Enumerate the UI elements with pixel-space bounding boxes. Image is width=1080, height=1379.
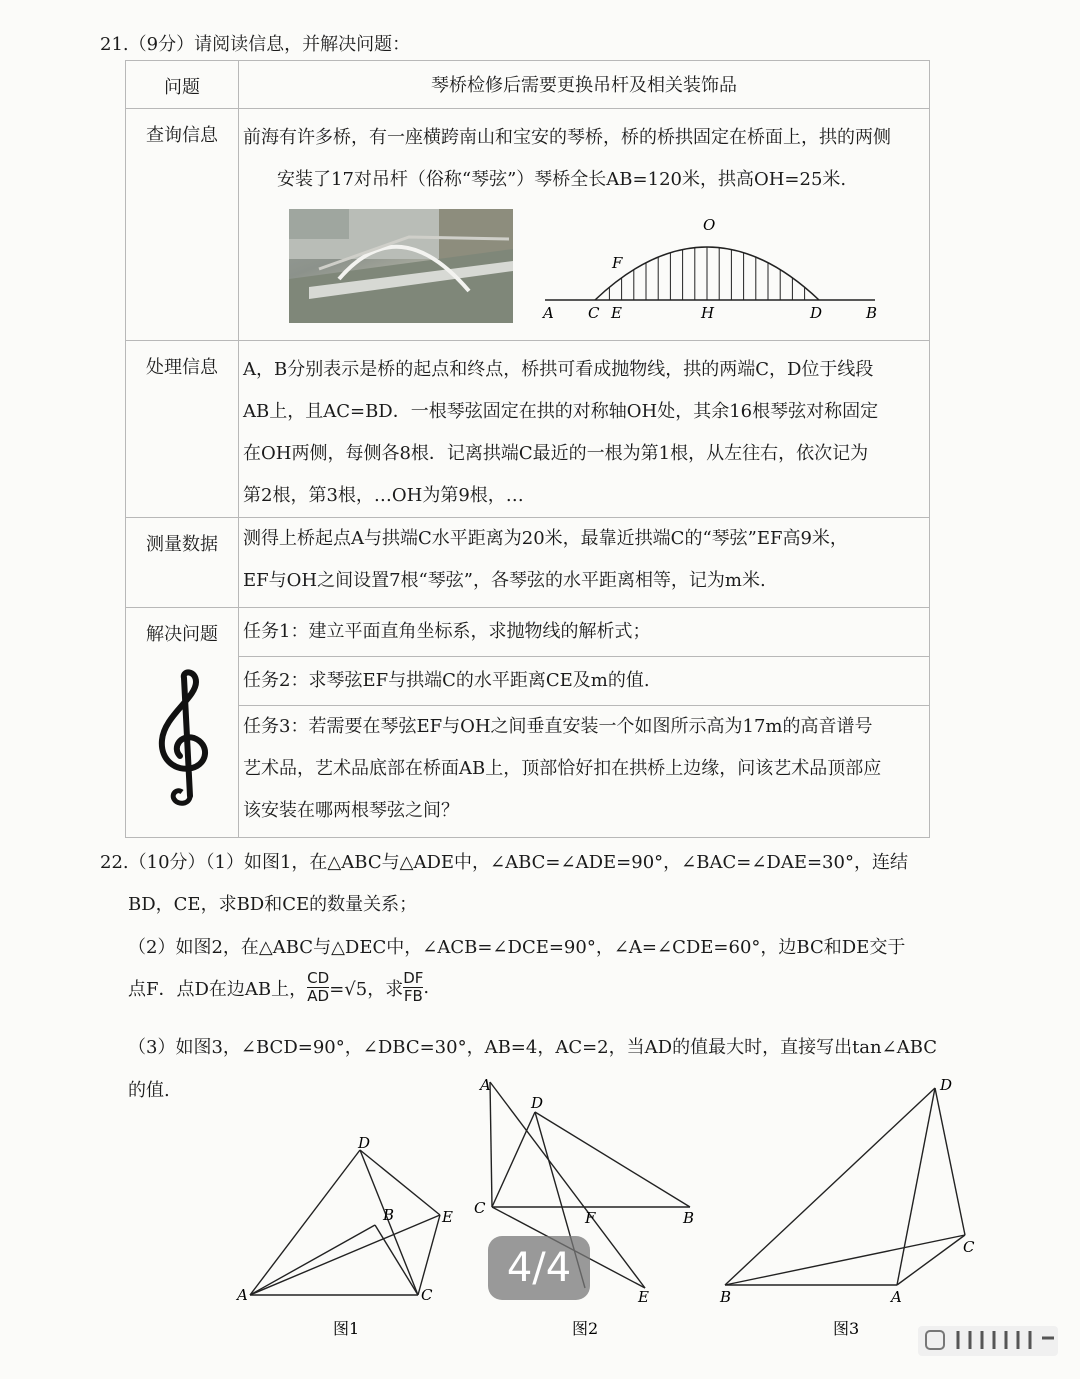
q22-line2: BD，CE，求BD和CE的数量关系；: [128, 894, 418, 915]
q22-line4: [128, 970, 429, 1005]
fig1-label-A: A: [237, 1286, 248, 1304]
fig3-label-D: D: [940, 1076, 953, 1094]
solve-label: 解决问题: [146, 624, 218, 645]
fig3-label-A: A: [891, 1288, 902, 1306]
q22-line6: 的值.: [128, 1080, 170, 1101]
fig1-label-E: E: [442, 1208, 453, 1226]
figure-1: [225, 1130, 465, 1350]
measurement-line1: 测得上桥起点A与拱端C水平距离为20米，最靠近拱端C的“琴弦”EF高9米，: [243, 528, 848, 549]
fig1-caption: 图1: [333, 1319, 360, 1338]
fig3-label-B: B: [720, 1288, 732, 1306]
arch-label-F: F: [612, 254, 623, 272]
row-label-question: 问题: [126, 61, 239, 109]
q22-line4-c: .: [423, 977, 430, 998]
fraction-df: DF: [403, 969, 424, 987]
fig2-label-E: E: [638, 1288, 649, 1306]
fig3-label-C: C: [963, 1238, 975, 1256]
q21-header: 21.（9分）请阅读信息，并解决问题：: [100, 34, 411, 55]
query-info-line1: 前海有许多桥，有一座横跨南山和宝安的琴桥，桥的桥拱固定在桥面上，拱的两侧: [243, 127, 891, 148]
measurement-cell: [239, 518, 930, 608]
row-label-measurement: 测量数据: [126, 518, 239, 608]
processing-info-cell: [239, 341, 930, 518]
row-label-query-info: 查询信息: [126, 109, 239, 341]
arch-label-O: O: [703, 216, 716, 234]
row-label-processing-info: 处理信息: [126, 341, 239, 518]
arch-label-H: H: [701, 304, 715, 322]
question-content: 琴桥检修后需要更换吊杆及相关装饰品: [239, 61, 930, 109]
figure-2: [465, 1070, 715, 1345]
fig2-label-B: B: [683, 1209, 695, 1227]
arch-diagram: [540, 210, 885, 328]
fig2-caption: 图2: [572, 1319, 599, 1338]
task3: [239, 706, 929, 832]
fraction-df-fb: [403, 970, 423, 1005]
task1: 任务1：建立平面直角坐标系，求抛物线的解析式；: [239, 608, 929, 657]
processing-line3: 在OH两侧，每侧各8根．记离拱端C最近的一根为第1根，从左往右，依次记为: [243, 443, 869, 464]
fig2-label-F: F: [585, 1209, 596, 1227]
q22-line4-a: 点F．点D在边AB上，: [128, 978, 308, 1000]
fig3-caption: 图3: [833, 1319, 860, 1338]
row-label-solve: [126, 608, 239, 838]
viewer-toolbar[interactable]: [918, 1326, 1058, 1356]
arch-label-B: B: [866, 304, 878, 322]
page-indicator-badge: 4/4: [488, 1236, 590, 1300]
arch-label-C: C: [588, 304, 600, 322]
fraction-cd: CD: [307, 969, 330, 987]
bridge-photo: [289, 209, 513, 323]
fraction-ad: AD: [307, 987, 330, 1005]
task3-line2: 艺术品，艺术品底部在桥面AB上，顶部恰好扣在拱桥上边缘，问该艺术品顶部应: [243, 758, 882, 779]
q21-info-table: [125, 60, 930, 838]
task3-line3: 该安装在哪两根琴弦之间？: [243, 800, 459, 821]
arch-label-A: A: [543, 304, 554, 322]
task2: 任务2：求琴弦EF与拱端C的水平距离CE及m的值.: [239, 657, 929, 706]
q22-line3: （2）如图2，在△ABC与△DEC中，∠ACB=∠DCE=90°，∠A=∠CDE=60°，边BC和DE交于: [128, 937, 906, 958]
processing-line4: 第2根，第3根，…OH为第9根，…: [243, 485, 524, 506]
fig2-label-C: C: [474, 1199, 486, 1217]
fraction-cd-ad: [307, 970, 329, 1005]
fig1-label-C: C: [421, 1286, 433, 1304]
figure-3: [710, 1070, 980, 1345]
processing-line1: A，B分别表示是桥的起点和终点，桥拱可看成抛物线，拱的两端C，D位于线段: [243, 359, 874, 380]
fraction-fb: FB: [403, 987, 423, 1005]
processing-line2: AB上，且AC=BD．一根琴弦固定在拱的对称轴OH处，其余16根琴弦对称固定: [243, 401, 879, 422]
arch-label-E: E: [611, 304, 622, 322]
q22-line1: 22.（10分）（1）如图1，在△ABC与△ADE中，∠ABC=∠ADE=90°，∠BAC=∠DAE=30°，连结: [100, 852, 908, 873]
arch-label-D: D: [810, 304, 823, 322]
q22-line5: （3）如图3，∠BCD=90°，∠DBC=30°，AB=4，AC=2，当AD的值最大时，直接写出tan∠ABC: [128, 1037, 938, 1058]
measurement-line2: EF与OH之间设置7根“琴弦”，各琴弦的水平距离相等，记为m米.: [243, 570, 766, 591]
fig2-label-A: A: [480, 1076, 491, 1094]
fig1-label-B: B: [383, 1206, 395, 1224]
query-info-line2: 安装了17对吊杆（俗称“琴弦”）琴桥全长AB=120米，拱高OH=25米.: [277, 169, 847, 190]
arch-strings: [609, 247, 804, 300]
q22-line4-b: =√5，求: [329, 978, 404, 1000]
treble-clef-icon: [146, 668, 226, 808]
tasks-cell: [239, 608, 930, 838]
fig1-label-D: D: [358, 1134, 371, 1152]
fig2-label-D: D: [531, 1094, 544, 1112]
toolbar-icons: [918, 1326, 1058, 1356]
task3-line1: 任务3：若需要在琴弦EF与OH之间垂直安装一个如图所示高为17m的高音谱号: [243, 716, 873, 737]
